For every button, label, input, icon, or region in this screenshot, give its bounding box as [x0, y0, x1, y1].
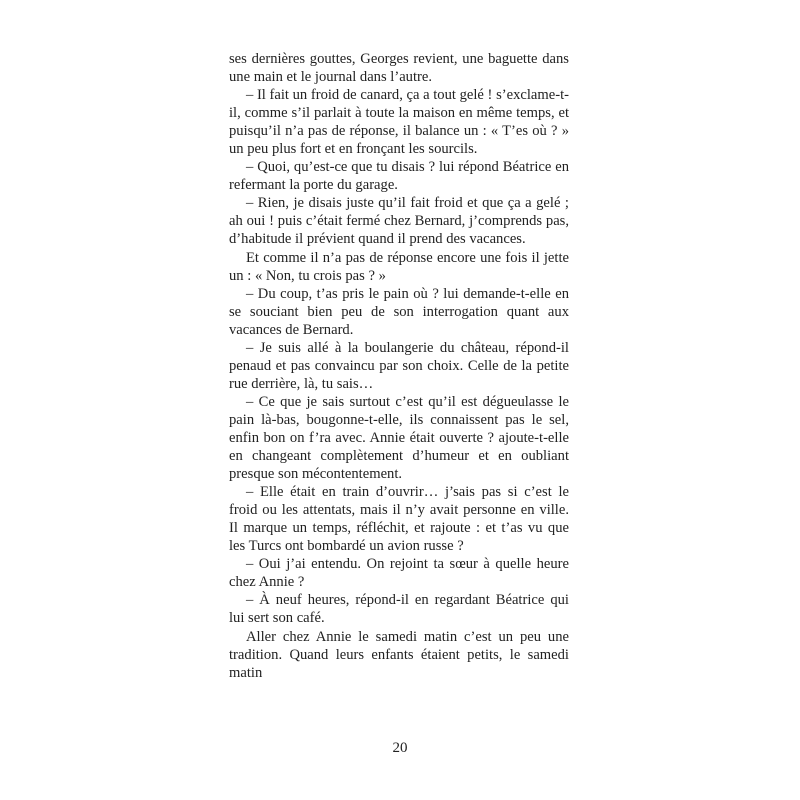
paragraph: Aller chez Annie le samedi matin c’est un peu une tradition. Quand leurs enfants étaient petits, le samedi matin	[229, 628, 569, 681]
paragraph: – Oui j’ai entendu. On rejoint ta sœur à quelle heure chez Annie ?	[229, 556, 569, 591]
paragraph: ses dernières gouttes, Georges revient, une baguette dans une main et le journal dans l’autre.	[229, 51, 569, 86]
paragraph: Et comme il n’a pas de réponse encore une fois il jette un : « Non, tu crois pas ? »	[229, 249, 569, 284]
page-number: 20	[392, 740, 408, 756]
paragraph: – À neuf heures, répond-il en regardant Béatrice qui lui sert son café.	[229, 592, 569, 627]
paragraph: – Du coup, t’as pris le pain où ? lui demande-t-elle en se souciant bien peu de son interrogation quant aux vacances de Bernard.	[229, 285, 569, 338]
paragraph: – Quoi, qu’est-ce que tu disais ? lui répond Béatrice en refermant la porte du garage.	[229, 159, 569, 194]
body-text	[229, 50, 569, 682]
paragraph: – Ce que je sais surtout c’est qu’il est dégueulasse le pain là-bas, bougonne-t-elle, ils connaissent pas le sel, enfin bon on f’ra avec. Annie était ouverte ? ajoute-t-elle en changeant complètement d’humeur et en oubliant presque son mécontentement.	[229, 393, 569, 483]
paragraph: – Il fait un froid de canard, ça a tout gelé ! s’exclame-t-il, comme s’il parlait à toute la maison en même temps, et puisqu’il n’a pas de réponse, il balance un : « T’es où ? » un peu plus fort et en fronçant les sourcils.	[229, 87, 569, 158]
paragraph: – Rien, je disais juste qu’il fait froid et que ça a gelé ; ah oui ! puis c’était fermé chez Bernard, j’comprends pas, d’habitude il prévient quand il prend des vacances.	[229, 195, 569, 248]
paragraph: – Elle était en train d’ouvrir… j’sais pas si c’est le froid ou les attentats, mais il n’y avait personne en ville. Il marque un temps, réfléchit, et rajoute : et t’as vu que les Turcs ont bombardé un avion russe ?	[229, 484, 569, 555]
paragraph: – Je suis allé à la boulangerie du château, répond-il penaud et pas convaincu par son choix. Celle de la petite rue derrière, là, tu sais…	[229, 339, 569, 392]
